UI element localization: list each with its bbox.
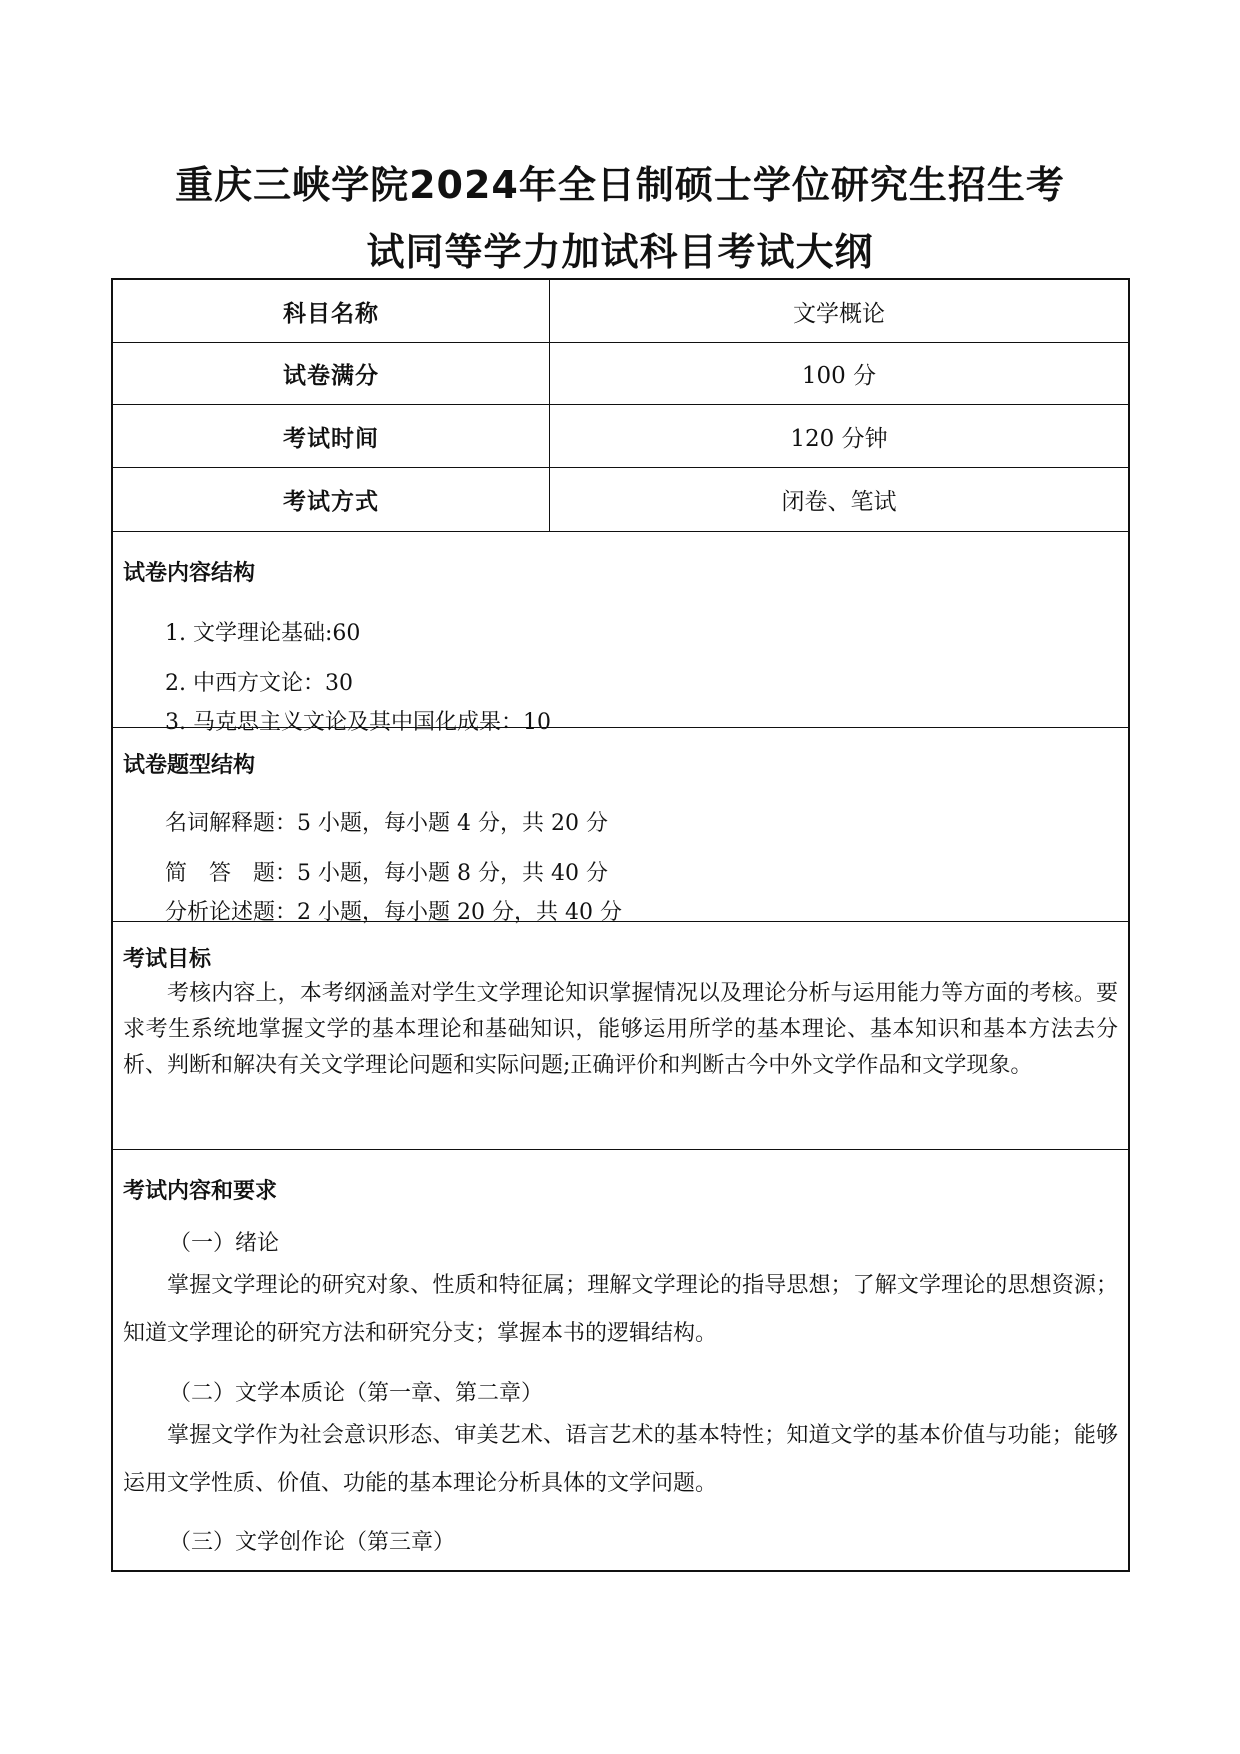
list-item: 分析论述题：2 小题，每小题 20 分，共 40 分 [165,900,622,925]
list-item: 2. 中西方文论：30 [165,671,353,696]
subsection-heading: （三）文学创作论（第三章） [169,1530,456,1555]
info-label: 科目名称 [113,280,550,342]
list-item: 3. 马克思主义文论及其中国化成果：10 [165,710,551,735]
info-row-subject [113,280,1128,343]
section-exam-goal [113,922,1128,1150]
section-heading: 试卷题型结构 [123,752,256,778]
content-paragraph: 掌握文学作为社会意识形态、审美艺术、语言艺术的基本特性；知道文学的基本价值与功能；能够运用文学性质、价值、功能的基本理论分析具体的文学问题。 [123,1423,1118,1496]
page-title-line-2: 试同等学力加试科目考试大纲 [366,230,874,274]
page-title-line-1: 重庆三峡学院2024年全日制硕士学位研究生招生考 [175,163,1065,207]
section-heading: 试卷内容结构 [123,560,256,586]
info-label: 考试方式 [113,468,550,531]
section-exam-content [113,1150,1128,1570]
syllabus-table [111,278,1130,1572]
section-heading: 考试目标 [123,946,212,972]
content-paragraph: 掌握文学理论的研究对象、性质和特征属；理解文学理论的指导思想；了解文学理论的思想资源；知道文学理论的研究方法和研究分支；掌握本书的逻辑结构。 [123,1273,1118,1346]
list-item: 1. 文学理论基础:60 [165,621,361,646]
info-value: 文学概论 [793,300,885,327]
info-label: 试卷满分 [113,343,550,404]
subsection-heading: （二）文学本质论（第一章、第二章） [169,1381,544,1406]
subsection-heading: （一）绪论 [169,1231,280,1256]
info-label: 考试时间 [113,405,550,467]
info-row-duration [113,405,1128,468]
info-row-full-score [113,343,1128,405]
info-value: 100 分 [801,363,877,389]
list-item: 简 答 题：5 小题，每小题 8 分，共 40 分 [165,861,608,886]
goal-paragraph: 考核内容上，本考纲涵盖对学生文学理论知识掌握情况以及理论分析与运用能力等方面的考核。要求考生系统地掌握文学的基本理论和基础知识，能够运用所学的基本理论、基本知识和基本方法去分析、判断和解决有关文学理论问题和实际问题;正确评价和判断古今中外文学作品和文学现象。 [123,981,1118,1078]
info-row-exam-mode [113,468,1128,532]
section-heading: 考试内容和要求 [123,1178,278,1204]
section-question-structure [113,728,1128,925]
list-item: 名词解释题：5 小题，每小题 4 分，共 20 分 [165,811,608,836]
info-value: 120 分钟 [790,425,888,452]
info-value: 闭卷、笔试 [781,489,897,515]
section-content-structure [113,532,1128,735]
